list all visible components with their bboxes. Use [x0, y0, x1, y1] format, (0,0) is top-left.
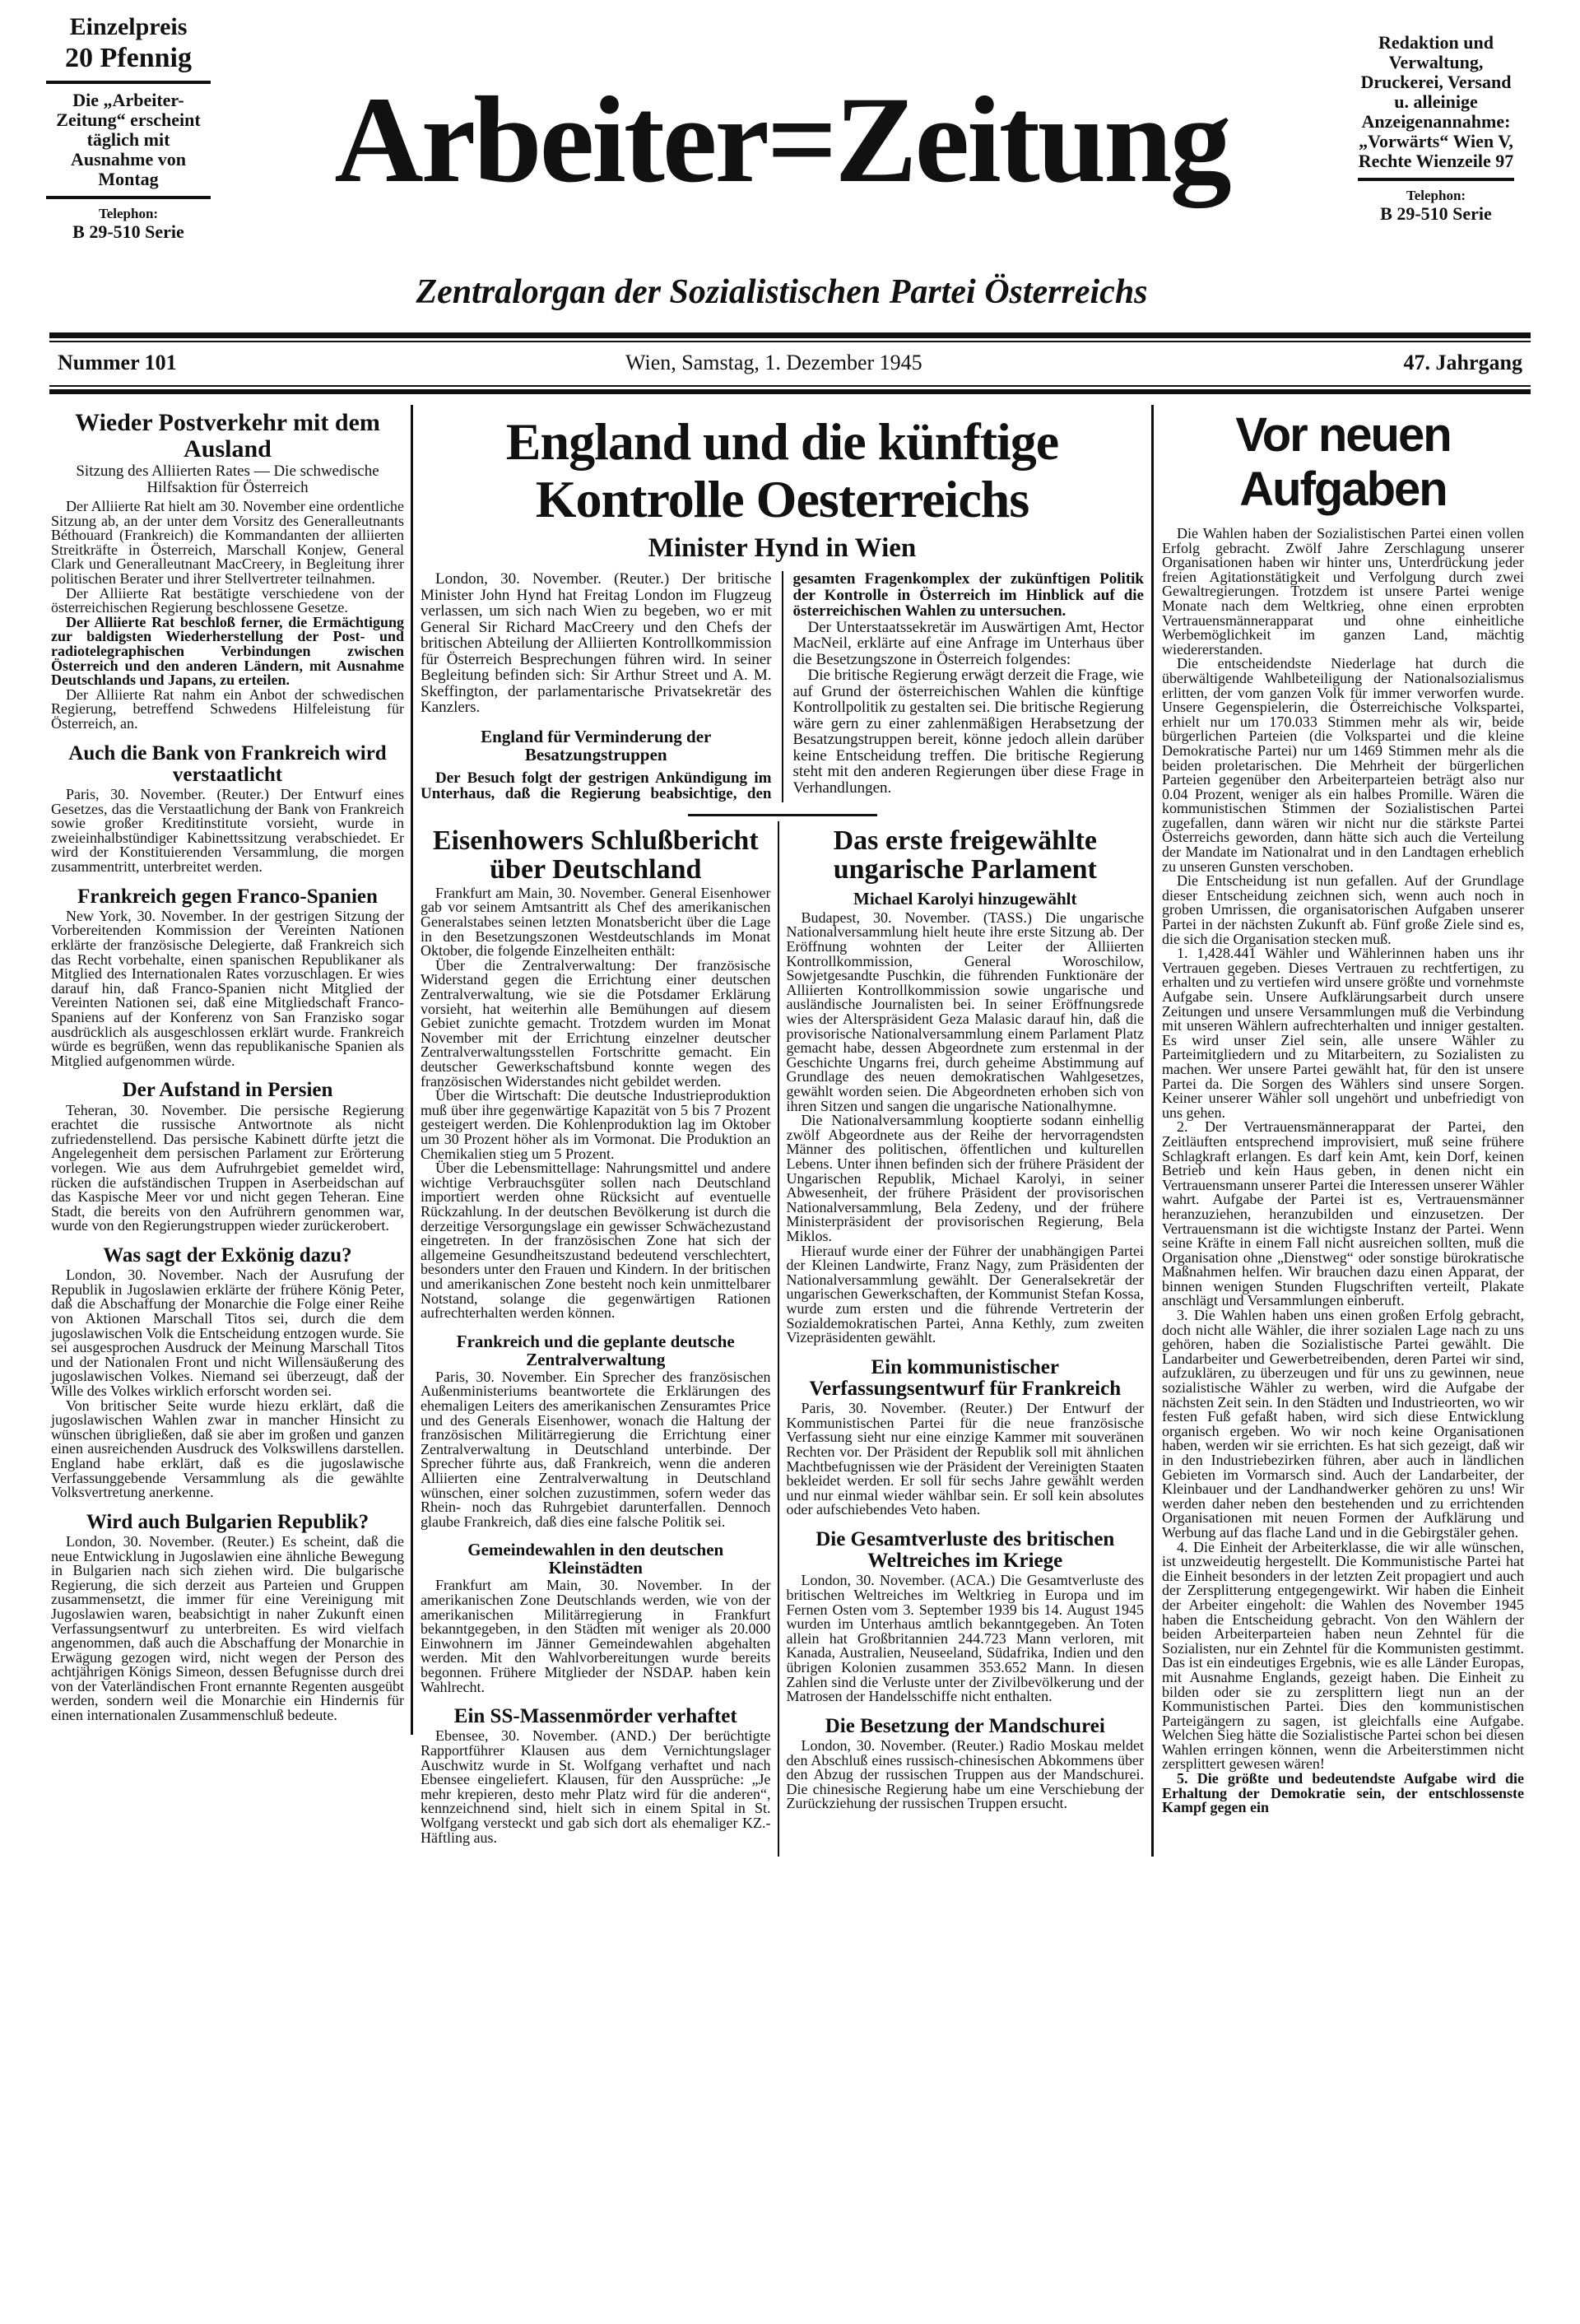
phone-label: Telephon:	[98, 206, 159, 221]
article-paragraph: New York, 30. November. In der gestrigen Sitzung der Vorbereitenden Kommission der Vereinten Nationen erklärte der französische Delegierte, daß Frankreich sich das Recht vorbehalte, einen spanischen Republikaner als Mitglied des Internationalen Rates vorzuschlagen. Er wies darauf hin, daß Franco-Spanien nicht Mitglied der Vereinten Nationen sei, daß eine Mitgliedschaft Franco-Spaniens auf der Konferenz von San Franzisko sogar ausdrücklich als ausgeschlossen erklärt wurde. Frankreich würde es begrüßen, wenn das republikanische Spanien als Mitglied aufgenommen würde.	[51, 907, 404, 1069]
article-paragraph: Die entscheidendste Niederlage hat durch die überwältigende Wahlbeteiligung der Nationalsozialismus erlitten, der vom ganzen Volk für immer verworfen wurde. Unsere Gegenspielerin, die Österreichische Volkspartei, erhielt nur um 170.033 Stimmen mehr als wir, beide bürgerlichen Parteien (die Volkspartei und die kleine Demokratische Partei) nur um 1469 Stimmen mehr als die beiden proletarischen. Die Mehrheit der bürgerlichen Parteien gegenüber den Arbeiterparteien beträgt also nur 0.04 Prozent, weniger als ein halbes Promille. Wären die kommunistischen Stimmen der Sozialistischen Partei zugefallen, dann wären wir nicht nur die stärkste Partei Österreichs geworden, dann hätte sich auch die Verteilung der Mandate im Nationalrat und in den Landtagen erheblich zu unseren Gunsten verschoben.	[1162, 655, 1524, 875]
masthead-rule	[49, 341, 1531, 342]
article-paragraph: Die Nationalversammlung kooptierte sodann einhellig zwölf Abgeordnete aus der Reihe der hervorragendsten Männer des politischen, öffentlichen und kulturellen Lebens. Unter ihnen befinden sich der frühere Präsident der Ungarischen Republik, Michael Karolyi, in seiner Abwesenheit, der frühere Präsident der provisorischen Nationalversammlung, Bela Zedeny, und der frühere Ministerpräsident der provisorischen Regierung, Bela Miklos.	[786, 1112, 1144, 1244]
phone-number: B 29-510 Serie	[1380, 203, 1492, 224]
article-vor-neuen-aufgaben	[1162, 408, 1524, 1815]
lead-article-body	[421, 571, 1144, 802]
phone-number: B 29-510 Serie	[72, 221, 184, 242]
article-zentralverwaltung	[421, 1332, 771, 1530]
section-divider	[688, 814, 877, 816]
article-subheadline: Sitzung des Alliierten Rates — Die schwedische Hilfsaktion für Österreich	[76, 462, 379, 496]
article-headline: Eisenhowers Schlußbericht über Deutschland	[432, 825, 759, 885]
article-exkoenig	[51, 1245, 404, 1500]
article-headline: Wird auch Bulgarien Republik?	[86, 1510, 369, 1533]
article-headline: Ein kommunistischer Verfassungsentwurf für Frankreich	[809, 1355, 1122, 1400]
issue-date: Wien, Samstag, 1. Dezember 1945	[625, 351, 922, 374]
article-paragraph: Frankfurt am Main, 30. November. General Eisenhower gab vor seinem Amtsantritt als Chef des amerikanischen Generalstabes seinen letzten Monatsbericht über die Lage in den Besetzungszonen Westdeutschlands im Monat Oktober, die folgende Einzelheiten enthält:	[421, 884, 771, 960]
article-paragraph: Die Wahlen haben der Sozialistischen Partei einen vollen Erfolg gebracht. Zwölf Jahre Zerschlagung unserer Organisationen haben wir hinter uns, Unterdrückung jeder freien Agitationstätigkeit und Verfolgung durch zwei Gewaltregierungen. Trotzdem ist unsere Partei wenige Monate nach dem Weltkrieg, ohne einen erprobten Vertrauensmännerapparat und ohne einheitliche Werbemöglichkeit im ganzen Land, mächtig wiedererstanden.	[1162, 525, 1524, 658]
middle-column	[413, 405, 1154, 1857]
article-subheadline: Michael Karolyi hinzugewählt	[853, 888, 1077, 909]
article-headline: Gemeindewahlen in den deutschen Kleinstädten	[467, 1540, 724, 1578]
price: 20 Pfennig	[65, 43, 192, 73]
middle-left-column	[421, 821, 779, 1857]
left-ear	[30, 12, 227, 242]
article-paragraph: Teheran, 30. November. Die persische Regierung erachtet die russische Antwortnote als nicht zufriedenstellend. Das persische Kabinett dürfte jetzt die Angelegenheit dem persischen Parlament zur Erörterung vorlegen. Wie aus dem Aufruhrgebiet gemeldet wird, rücken die aufständischen Truppen in Aserbeidschan auf das Kaspische Meer vor und nicht gegen Teheran. Eine Stadt, die bereits von den Aufrührern genommen war, wurde von den Regierungstruppen wieder zurückerobert.	[51, 1101, 404, 1234]
article-mandschurei	[787, 1716, 1144, 1811]
article-paragraph: Hierauf wurde einer der Führer der unabhängigen Partei der Kleinen Landwirte, Franz Nagy, zum Präsidenten der Nationalversammlung gewählt. Der Generalsekretär der ungarischen Gewerkschaften, der Kommunist Stefan Kossa, wurde zum ersten und die führende Vertreterin der Sozialdemokratischen Partei, Anna Kethly, zum zweiten Vizepräsidenten gewählt.	[786, 1242, 1144, 1346]
article-britische-verluste	[787, 1529, 1144, 1704]
article-headline: Ein SS-Massenmörder verhaftet	[453, 1705, 737, 1728]
article-headline: Die Besetzung der Mandschurei	[825, 1714, 1105, 1737]
ear-divider	[46, 196, 211, 199]
article-paragraph: Frankfurt am Main, 30. November. In der amerikanischen Zone Deutschlands werden, wie von der amerikanischen Militärregierung in Frankfurt bekanntgegeben, in den Städten mit weniger als 20.000 Einwohnern im Jänner Gemeindewahlen abgehalten werden. Mit den Wahlvorbereitungen wurde bereits begonnen. Frühere Mitglieder der NSDAP. haben kein Wahlrecht.	[421, 1577, 771, 1695]
article-headline: Die Gesamtverluste des britischen Weltreiches im Kriege	[816, 1527, 1115, 1573]
masthead-rule	[49, 385, 1531, 387]
article-paragraph: London, 30. November. Nach der Ausrufung der Republik in Jugoslawien erklärte der frühere König Peter, daß die Abschaffung der Monarchie die Folge einer Reihe von Aktionen Marschall Titos sei, durch die dem jugoslawischen Volk die Entscheidung entzogen wurde. Sie sei ausgesprochen Ausdruck der Meinung Marschall Titos und der Nationalen Front und nicht Willensäußerung des jugoslawischen Volkes. Niemand sei überzeugt, daß der Wille des Volkes wirklich erforscht worden sei.	[51, 1267, 404, 1399]
article-paragraph: London, 30. November. (Reuter.) Es scheint, daß die neue Entwicklung in Jugoslawien eine ähnliche Bewegung in Bulgarien nach sich ziehen wird. Die bulgarische Regierung, die sich derzeit aus Parteien und Gruppen zusammensetzt, die immer für eine Vereinigung mit Jugoslawien waren, beabsichtigt in naher Zukunft einen Verfassungsentwurf zu unterbreiten. Es wird vielfach angenommen, daß auch die Abschaffung der Monarchie in Erwägung gezogen wird, nicht wegen der Person des achtjährigen Königs Simeon, dessen Befugnisse durch drei von der Vaterländischen Front ernannte Regenten ausgeübt werden, sondern weil die Monarchie ein Hindernis für einen internationalen Zusammenschluß bedeute.	[51, 1532, 404, 1724]
article-persien	[51, 1080, 404, 1234]
issue-number: Nummer 101	[58, 351, 177, 374]
article-headline: Vor neuen Aufgaben	[1235, 408, 1451, 516]
article-paragraph: Paris, 30. November. (Reuter.) Der Entwurf eines Gesetzes, das die Verstaatlichung der Bank von Frankreich sowie großer Kreditinstitute vorsieht, wurde in zweieinhalbstündiger Kabinettssitzung verabschiedet. Er wird der Konstituierenden Versammlung, die morgen zusammentritt, unterbreitet werden.	[51, 786, 404, 875]
article-paragraph: Der Alliierte Rat beschloß ferner, die Ermächtigung zur baldigsten Wiederherstellung der Post- und radiotelegraphischen Verbindungen zwischen Österreich und den anderen Ländern, mit Ausnahme Deutschlands und Japans, zu erteilen.	[51, 613, 404, 689]
phone-label: Telephon:	[1406, 188, 1466, 203]
article-paragraph: Der Alliierte Rat bestätigte verschiedene von der österreichischen Regierung beschlossene Gesetze.	[51, 584, 404, 616]
ear-divider	[1358, 178, 1514, 181]
lead-paragraph: Der Unterstaatssekretär im Auswärtigen Amt, Hector MacNeil, erklärte auf eine Anfrage im Unterhaus über die Besetzungszone in Österreich folgendes:	[792, 618, 1144, 668]
article-headline: Auch die Bank von Frankreich wird verstaatlicht	[68, 741, 387, 786]
article-paragraph: Ebensee, 30. November. (AND.) Der berüchtigte Rapportführer Klausen aus dem Vernichtungslager Auschwitz wurde in St. Wolfgang verhaftet und nach Ebensee eingeliefert. Klausen, für den Aussprüche: „Je mehr krepieren, desto mehr Platz wird für die anderen“, kennzeichnend sind, hielt sich in einem Spital in St. Wolfgang versteckt und gab sich dort als ehemaliger KZ.-Häftling aus.	[421, 1727, 771, 1846]
masthead-rule	[49, 389, 1531, 394]
right-column	[1154, 405, 1524, 1827]
right-ear	[1341, 33, 1531, 224]
article-paragraph: 5. Die größte und bedeutendste Aufgabe wird die Erhaltung der Demokratie sein, der entschlossenste Kampf gegen ein	[1162, 1770, 1524, 1816]
middle-lower-section	[421, 821, 1144, 1857]
article-gemeindewahlen	[421, 1541, 771, 1694]
lead-paragraph: Der Besuch folgt der gestrigen Ankündigung im Unterhaus, daß die Regierung beabsichtige, den gesamten Fragenkomplex der zukünftigen Politik der Kontrolle in Österreich im Hinblick auf die österreichischen Wahlen zu untersuchen.	[421, 570, 1144, 802]
article-franco-spanien	[51, 886, 404, 1069]
article-headline: Frankreich gegen Franco-Spanien	[77, 885, 378, 908]
masthead-rule	[49, 332, 1531, 338]
article-headline: Was sagt der Exkönig dazu?	[103, 1243, 352, 1267]
middle-right-column	[779, 821, 1144, 1824]
article-bank-frankreich	[51, 743, 404, 875]
article-paragraph: London, 30. November. (ACA.) Die Gesamtverluste des britischen Weltreiches im Weltkrieg in Europa und im Fernen Osten vom 3. September 1939 bis 14. August 1945 wurden im Unterhaus amtlich bekanntgegeben. An Toten allein hat Großbritannien 244.723 Mann verloren, mit Kanada, Australien, Neuseeland, Südafrika, Indien und den übrigen Kolonien zusammen 353.652 Mann. In diesen Zahlen sind die Verluste unter der Zivilbevölkerung und der Matrosen der Handelsschiffe nicht enthalten.	[786, 1572, 1144, 1705]
article-headline: Frankreich und die geplante deutsche Zentralverwaltung	[456, 1331, 735, 1369]
article-bulgarien	[51, 1512, 404, 1723]
lead-headline: England und die künftige Kontrolle Oesterreichs	[505, 412, 1059, 528]
article-verfassungsentwurf	[787, 1357, 1144, 1518]
article-paragraph: Die Entscheidung ist nun gefallen. Auf der Grundlage dieser Entscheidung zeichnen sich, wenn auch noch in groben Umrissen, die organisatorischen Aufgaben unserer Partei in der nächsten Zukunft ab. Fünf große Ziele sind es, die sich die Organisation stecken muß.	[1162, 872, 1524, 947]
article-paragraph: Über die Wirtschaft: Die deutsche Industrieproduktion muß über ihre gegenwärtige Kapazität von 5 bis 7 Prozent gesteigert werden. Die Kohlenproduktion lag im Oktober um 30 Prozent höher als im Vormonat. Die Produktion an Chemikalien stieg um 5 Prozent.	[421, 1087, 771, 1162]
article-headline: Der Aufstand in Persien	[122, 1079, 333, 1102]
lead-paragraph: London, 30. November. (Reuter.) Der britische Minister John Hynd hat Freitag London im Flugzeug verlassen, um sich nach Wien zu begeben, wo er mit General Sir Richard MacCreery und den Chefs der britischen Abteilung der Alliierten Kontrollkommission für Österreich Besprechungen führen wird. In seiner Begleitung befinden sich: Sir Arthur Street und A. M. Skeffington, der parlamentarische Privatsekretär des Kanzlers.	[421, 570, 772, 716]
article-paragraph: Der Alliierte Rat nahm ein Anbot der schwedischen Regierung, betreffend Schwedens Hilfeleistung für Österreich, an.	[51, 686, 404, 732]
article-paragraph: London, 30. November. (Reuter.) Radio Moskau meldet den Abschluß eines russisch-chinesischen Abkommens über den Abzug der russischen Truppen aus der Mandschurei. Die chinesische Regierung habe um eine Verschiebung der Zurückziehung der russischen Truppen ersucht.	[786, 1737, 1144, 1812]
article-headline: Wieder Postverkehr mit dem Ausland	[75, 409, 380, 462]
ear-divider	[46, 81, 211, 84]
article-paragraph: Über die Lebensmittellage: Nahrungsmittel und andere wichtige Verbrauchsgüter sollen nach Deutschland importiert werden ohne Rücksicht auf eventuelle Rückzahlung. In der deutschen Bevölkerung ist durch die derzeitige Versorgungslage ein gewisser Schwächezustand eingetreten. In der französischen Zone hat sich der allgemeine Gesundheitszustand bedeutend verschlechtert, besonders unter den Frauen und Kindern. In der britischen und amerikanischen Zone besteht noch kein unmittelbarer Notstand, solange die gegenwärtigen Rationen aufrechterhalten werden können.	[421, 1160, 771, 1322]
volume-number: 47. Jahrgang	[1403, 351, 1522, 374]
article-paragraph: 2. Der Vertrauensmännerapparat der Partei, den Zeitläuften entsprechend improvisiert, muß seine frühere Schlagkraft erlangen. Es darf kein Amt, kein Dorf, keinen Betrieb und kein Haus geben, in denen nicht ein Vertrauensmann unserer Partei die Interessen unserer Wähler wahrt. Aufgabe der Partei ist es, Vertrauensmänner heranzuziehen, heranzubilden und einzusetzen. Der Vertrauensmann ist die wichtigste Instanz der Partei. Wenn seine Kräfte in einem Fall nicht ausreichen sollten, muß die Organisation ohne „Dienstweg“ oder sonstige bürokratische Maßnahmen helfen. Wir brauchen dazu einen Apparat, der binnen wenigen Stunden Flugschriften verteilt, Plakate anschlägt und Versammlungen einberuft.	[1162, 1118, 1524, 1309]
article-paragraph: 1. 1,428.441 Wähler und Wählerinnen haben uns ihr Vertrauen gegeben. Dieses Vertrauen zu rechtfertigen, zu erhalten und zu vertiefen wird unsere größte und vornehmste Aufgabe sein. Unsere Aufklärungsarbeit durch unsere Zeitungen und unsere Versammlungen muß die Verbindung mit unseren Wählern aufrechterhalten und inniger gestalten. Es wird unser Ziel sein, alle unsere Wähler zu Parteimitgliedern und zu Mitarbeitern, zu Sozialisten zu machen. Wer unsere Partei gewählt hat, für den ist unsere Partei da. Die Sorgen des Wählers sind unsere Sorgen. Keiner unserer Wähler soll ungehört und unbefriedigt von uns gehen.	[1162, 945, 1524, 1121]
publication-notice: Die „Arbeiter-Zeitung“ erscheint täglich mit Ausnahme von Montag	[56, 90, 201, 189]
newspaper-logo: Arbeiter=Zeitung	[334, 72, 1229, 208]
page-body	[51, 405, 1524, 1857]
article-headline: Das erste freigewählte ungarische Parlament	[833, 825, 1097, 885]
article-paragraph: Von britischer Seite wurde hiezu erklärt, daß die jugoslawischen Wahlen zwar in mancher Hinsicht zu wünschen übrigließen, daß sie aber im großen und ganzen einen ausreichenden Ausdruck des Volkswillens darstellen. England habe erklärt, daß es die jugoslawische Verfassunggebende Versammlung als die gewählte Volksvertretung anerkenne.	[51, 1397, 404, 1501]
article-postverkehr	[51, 410, 404, 732]
article-ss-massenmoerder	[421, 1706, 771, 1845]
article-eisenhower	[421, 826, 771, 1321]
left-column	[51, 405, 413, 1735]
newspaper-tagline: Zentralorgan der Sozialistischen Partei Österreichs	[416, 273, 1148, 311]
article-paragraph: Budapest, 30. November. (TASS.) Die ungarische Nationalversammlung hielt heute ihre erste Sitzung ab. Der Eröffnung wohnten der Leiter der Alliierten Kontrollkommission, General Woroschilow, Sowjetgesandte Puschkin, die führenden Funktionäre der Alliierten Kontrollkommission sowie ungarische und ausländische Journalisten bei. In seiner Eröffnungsrede wies der Alterspräsident Geza Malasic darauf hin, daß die provisorische Nationalversammlung einem Parlament Platz gemacht habe, dessen Abgeordnete zum erstenmal in der Geschichte Ungarns frei, durch geheime Abstimmung auf Grundlage des neuen demokratischen Wahlgesetzes, gewählt worden seien. Die Abgeordneten erhoben sich von ihren Sitzen und sangen die ungarische Nationalhymne.	[786, 909, 1144, 1114]
article-paragraph: 4. Die Einheit der Arbeiterklasse, die wir alle wünschen, ist unzweideutig hergestellt. Die Kommunistische Partei hat die Einheit besonders in der letzten Zeit propagiert und auch der Zersplitterung entgegengewirkt. Wir haben die Einheit der Arbeiter eingeholt: die Wahlen des November 1945 haben die Entscheidung gebracht. Von den Wählern der beiden Arbeiterparteien haben neun Zehntel für die Sozialisten, nur ein Zehntel für die Kommunisten gestimmt. Das ist ein eindeutiges Ergebnis, wie es alle Länder Europas, mit Ausnahme Englands, gezeigt haben. Die Einheit zu bilden oder sie zu zersplittern liegt nun an der Kommunistischen Partei. Dies den kommunistischen Parteigängern zu sagen, ist gleichfalls eine Aufgabe. Welchen Sieg hätte die Sozialistische Partei schon bei diesen Wahlen erringen können, wenn die Arbeiterstimmen nicht zersplittert gewesen wären!	[1162, 1538, 1524, 1773]
lead-subheadline: Minister Hynd in Wien	[648, 533, 917, 563]
lead-paragraph: Die britische Regierung erwägt derzeit die Frage, wie auf Grund der österreichischen Wahlen die künftige Kontrollpolitik zu gestalten sei. Die britische Regierung wäre gern zu einer zahlenmäßigen Herabsetzung der Besatzungstruppen bereit, könne jedoch allein darüber keine Entscheidung treffen. Die britische Regierung steht mit den anderen Regierungen über diese Frage in Verhandlungen.	[792, 667, 1144, 797]
article-paragraph: Paris, 30. November. (Reuter.) Der Entwurf der Kommunistischen Partei für die neue französische Verfassung sieht nur eine einzige Kammer mit souveränen Rechten vor. Der Präsident der Republik soll mit ähnlichen Machtbefugnissen wie der Präsident der Vereinigten Staaten bekleidet werden. Er soll für sechs Jahre gewählt werden und nur einmal wieder wählbar sein. Er soll kein absolutes oder aufschiebendes Veto haben.	[786, 1400, 1144, 1518]
editorial-address: Redaktion und Verwaltung, Druckerei, Versand u. alleinige Anzeigenannahme: „Vorwärts“ Wien V, Rechte Wienzeile 97	[1358, 32, 1514, 171]
article-paragraph: Der Alliierte Rat hielt am 30. November eine ordentliche Sitzung ab, an der unter dem Vorsitz des Generalleutnants Béthouard (Frankreich) die Kommandanten der alliierten Streitkräfte in Österreich, Marschall Konjew, General Clark und Generalleutnant MacCreery, in Begleitung ihrer politischen Berater und ihrer Stellvertreter teilnahmen.	[51, 498, 404, 587]
article-paragraph: 3. Die Wahlen haben uns einen großen Erfolg gebracht, doch nicht alle Wähler, die ihrer sozialen Lage nach zu uns gehören, haben die Sozialistische Partei gewählt. Die Landarbeiter und Gewerbetreibenden, deren Partei wir sind, aufzuklären, zu überzeugen und für uns zu gewinnen, neue sozialistische Wähler zu werben, wird die Aufgabe der nächsten Zeit sein. In den Städten und Industrieorten, wo wir festen Fuß gefaßt haben, wird sich diese Entwicklung organisch ergeben. Wo wir noch keine Organisationen haben, werden wir sie errichten. Es hat sich gezeigt, daß wir in den Industriebezirken führen, aber auch in ländlichen Gebieten im Vormarsch sind. Auch der Landarbeiter, der Kleinbauer und der Landhandwerker gehören zu uns! Wir werden daher neben den bestehenden und zu errichtenden Organisationen mit neuen Formen der Aufklärung und Werbung auf das flache Land und in die Gebirgstäler gehen.	[1162, 1307, 1524, 1541]
price-label: Einzelpreis	[69, 13, 188, 40]
dateline-bar	[49, 344, 1531, 385]
article-paragraph: Über die Zentralverwaltung: Der französische Widerstand gegen die Errichtung einer deutschen Zentralverwaltung, wie sie die Potsdamer Erklärung vorsieht, hat weiterhin alle Bemühungen auf diesem Gebiet zunichte gemacht. Trotzdem wurden im Monat November mit der Errichtung einzelner deutscher Zentralverwaltungsstellen Fortschritte gemacht. Ein deutscher Gewerkschaftsbund konnte wegen des französischen Widerstandes nicht gebildet werden.	[421, 956, 771, 1090]
article-paragraph: Paris, 30. November. Ein Sprecher des französischen Außenministeriums beantwortete die Erklärungen des ehemaligen Leiters des amerikanischen Zensuramtes Price und des Generals Eisenhower, wonach die Haltung der französischen Militärregierung die Errichtung einer Zentralverwaltung in Deutschland unterbinde. Der Sprecher führte aus, daß Frankreich, wenn die anderen Alliierten eine Zentralverwaltung in Deutschland wünschen, einer solchen zuzustimmen, sofern weder das Rhein- noch das Ruhrgebiet darunterfallen. Dennoch glaube Frankreich, daß dies eine falsche Politik sei.	[421, 1368, 771, 1530]
article-ungarisches-parlament	[787, 826, 1144, 1346]
lead-section-heading: England für Verminderung der Besatzungstruppen	[481, 726, 712, 765]
